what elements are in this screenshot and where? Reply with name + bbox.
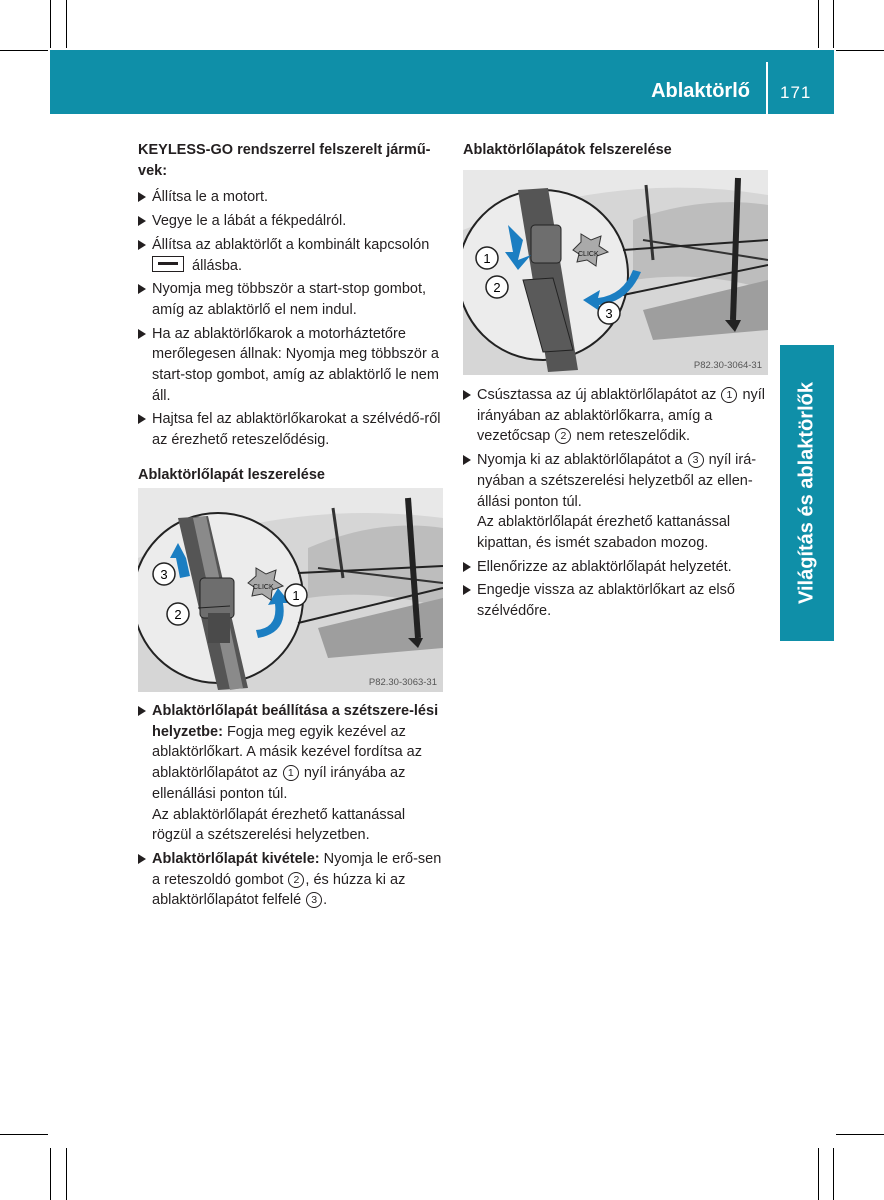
step-arrow-icon xyxy=(138,854,146,864)
list-item: Állítsa az ablaktörlőt a kombinált kapcsolón állásba. xyxy=(138,235,443,276)
step-arrow-icon xyxy=(138,706,146,716)
step-arrow-icon xyxy=(138,216,146,226)
callout-1: 1 xyxy=(483,251,491,266)
header-divider xyxy=(766,62,768,114)
removal-heading: Ablaktörlőlapát leszerelése xyxy=(138,466,325,483)
wiper-install-illustration xyxy=(463,170,768,375)
right-column-steps xyxy=(463,385,768,622)
figure-code: P82.30-3064-31 xyxy=(693,360,762,371)
step-arrow-icon xyxy=(138,329,146,339)
step-arrow-icon xyxy=(138,284,146,294)
step-arrow-icon xyxy=(138,240,146,250)
install-heading: Ablaktörlőlapátok felszerelése xyxy=(463,142,672,158)
left-column xyxy=(138,140,443,486)
crop-mark xyxy=(66,0,67,48)
step-arrow-icon xyxy=(463,585,471,595)
crop-mark xyxy=(66,1148,67,1200)
crop-mark xyxy=(818,1148,819,1200)
list-item: Nyomja meg többször a start-stop gombot, amíg az ablaktörlő el nem indul. xyxy=(138,279,443,320)
callout-1-ref: 1 xyxy=(721,387,737,403)
list-item: Nyomja ki az ablaktörlőlapátot a 3 nyíl irá-nyában a szétszerelési helyzetből az ellen-állási ponton túl. Az ablaktörlőlapát érezhető kattanással kipattan, és ismét szabadon mozog. xyxy=(463,450,768,554)
callout-1: 1 xyxy=(292,588,300,603)
right-column xyxy=(463,140,768,161)
wiper-switch-icon xyxy=(152,256,184,272)
crop-mark xyxy=(836,1134,884,1135)
list-item: Csúsztassa az új ablaktörlőlapátot az 1 nyíl irányában az ablaktörlőkarra, amíg a vezetőcsap 2 nem reteszelődik. xyxy=(463,385,768,447)
list-item: Ablaktörlőlapát kivétele: Nyomja le erő-sen a reteszoldó gombot 2 , és húzza ki az ablaktörlőlapátot felfelé 3 . xyxy=(138,849,443,911)
step-arrow-icon xyxy=(138,192,146,202)
callout-2: 2 xyxy=(493,280,501,295)
header-bar xyxy=(50,50,834,114)
crop-mark xyxy=(0,1134,48,1135)
list-item: Állítsa le a motort. xyxy=(138,187,443,208)
step-arrow-icon xyxy=(463,562,471,572)
callout-2-ref: 2 xyxy=(288,872,304,888)
step-arrow-icon xyxy=(138,414,146,424)
chapter-label: Világítás és ablaktörlők xyxy=(795,382,818,604)
list-item: Ha az ablaktörlőkarok a motorháztetőre merőlegesen állnak: Nyomja meg többször a start-stop gombot, amíg az ablaktörlő le nem áll. xyxy=(138,324,443,407)
callout-3-ref: 3 xyxy=(688,452,704,468)
wiper-removal-illustration xyxy=(138,488,443,692)
crop-mark xyxy=(836,50,884,51)
keyless-heading: KEYLESS-GO rendszerrel felszerelt jármű-vek: xyxy=(138,142,431,179)
figure-wiper-removal xyxy=(138,488,443,692)
crop-mark xyxy=(833,1148,834,1200)
figure-wiper-install xyxy=(463,170,768,375)
callout-2: 2 xyxy=(174,607,182,622)
callout-2-ref: 2 xyxy=(555,428,571,444)
list-item: Ellenőrizze az ablaktörlőlapát helyzetét. xyxy=(463,557,768,578)
crop-mark xyxy=(50,1148,51,1200)
chapter-side-tab xyxy=(780,345,834,641)
crop-mark xyxy=(833,0,834,48)
list-item: Hajtsa fel az ablaktörlőkarokat a szélvédő-ről az érezhető reteszelődésig. xyxy=(138,409,443,450)
list-item: Engedje vissza az ablaktörlőkart az első szélvédőre. xyxy=(463,580,768,621)
figure-code: P82.30-3063-31 xyxy=(368,677,437,688)
list-item: Vegye le a lábát a fékpedálról. xyxy=(138,211,443,232)
crop-mark xyxy=(0,50,48,51)
list-item: Ablaktörlőlapát beállítása a szétszere-lési helyzetbe: Fogja meg egyik kezével az ablaktörlőkart. A másik kezével fordítsa az ablaktörlőlapátot az 1 nyíl irányába az ellenállási ponton túl. Az ablaktörlőlapát érezhető kattanással rögzül a szétszerelési helyzetben. xyxy=(138,701,443,846)
crop-mark xyxy=(50,0,51,48)
section-title: Ablaktörlő xyxy=(651,80,750,102)
callout-1-ref: 1 xyxy=(283,765,299,781)
step-arrow-icon xyxy=(463,390,471,400)
callout-3: 3 xyxy=(160,567,168,582)
page-number: 171 xyxy=(780,83,812,102)
left-column-steps xyxy=(138,701,443,911)
crop-mark xyxy=(818,0,819,48)
callout-3-ref: 3 xyxy=(306,892,322,908)
click-label: CLICK xyxy=(578,251,599,258)
step-arrow-icon xyxy=(463,455,471,465)
callout-3: 3 xyxy=(605,306,613,321)
click-label: CLICK xyxy=(253,584,274,591)
